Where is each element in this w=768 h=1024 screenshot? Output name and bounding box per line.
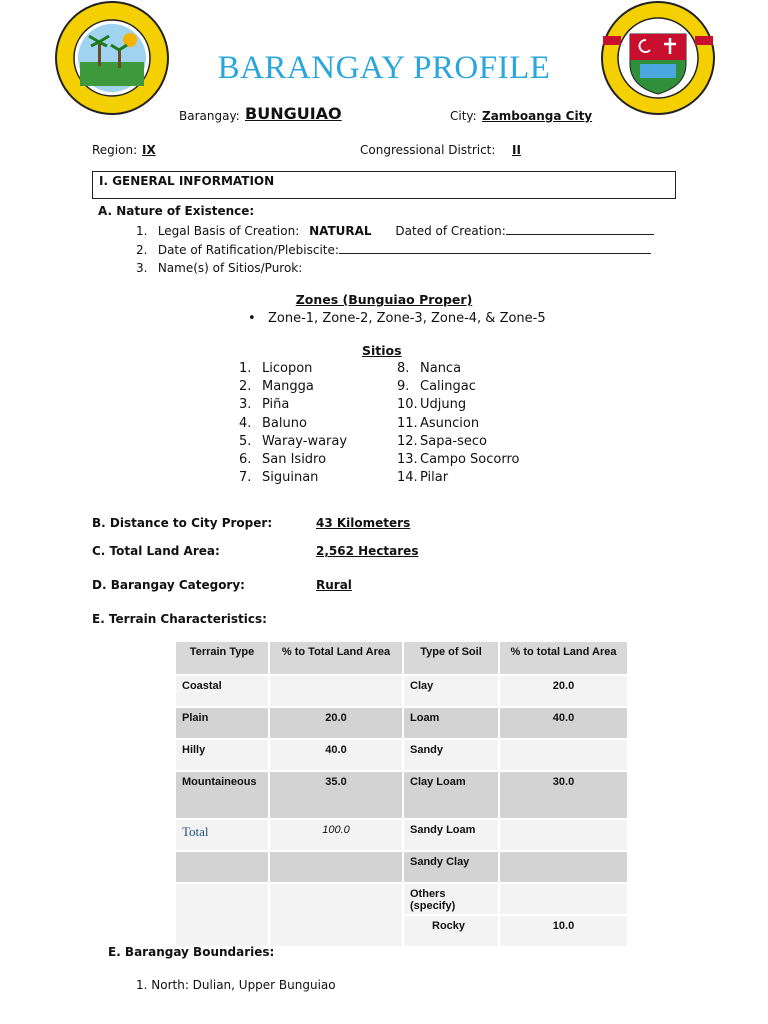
item-sitios-purok: 3. Name(s) of Sitios/Purok: <box>136 261 303 275</box>
category-value: Rural <box>316 578 352 592</box>
zones-bullet: • Zone-1, Zone-2, Zone-3, Zone-4, & Zone-5 <box>248 311 546 326</box>
boundary-north: 1. North: Dulian, Upper Bunguiao <box>136 978 336 992</box>
table-row: Rocky 10.0 <box>176 916 627 946</box>
legal-basis-value: NATURAL <box>309 224 372 238</box>
table-row: Plain 20.0 Loam 40.0 <box>176 708 627 738</box>
barangay-label: Barangay: <box>179 109 240 123</box>
sitios-right-list <box>397 360 519 487</box>
section-general-information <box>92 171 676 199</box>
land-area-label: C. Total Land Area: <box>92 544 220 558</box>
list-item: 8. Nanca <box>397 361 462 376</box>
table-row: Hilly 40.0 Sandy <box>176 740 627 770</box>
list-item: 4. Baluno <box>239 415 307 431</box>
section-title: I. GENERAL INFORMATION <box>99 174 275 188</box>
city-value: Zamboanga City <box>482 109 593 123</box>
list-item: 7. Siguinan <box>239 470 319 486</box>
district-label: Congressional District: <box>360 143 496 157</box>
page-title: BARANGAY PROFILE <box>217 50 551 86</box>
dated-of-creation-blank <box>506 223 654 235</box>
region-value: IX <box>142 143 156 157</box>
distance-label: B. Distance to City Proper: <box>92 516 273 530</box>
list-item: 1. Licopon <box>239 361 313 376</box>
item-legal-basis: 1. Legal Basis of Creation: NATURAL Dated of Creation: <box>136 223 696 238</box>
list-item: 11. Asuncion <box>397 415 480 431</box>
category-label: D. Barangay Category: <box>92 578 245 592</box>
distance-value: 43 Kilometers <box>316 516 411 530</box>
header-pct-terrain: % to Total Land Area <box>270 642 402 674</box>
region-label: Region: <box>92 143 138 157</box>
list-item: 10. Udjung <box>397 397 467 413</box>
sitios-title: Sitios <box>362 343 402 358</box>
barangay-value: BUNGUIAO <box>245 104 342 123</box>
list-item: 5. Waray-waray <box>239 433 348 449</box>
item-date-ratification: 2. Date of Ratification/Plebiscite: <box>136 242 696 257</box>
header-terrain-type: Terrain Type <box>176 642 268 674</box>
nature-of-existence-label: A. Nature of Existence: <box>98 204 255 218</box>
sitios-left-list <box>239 360 347 487</box>
list-item: 9. Calingac <box>397 379 476 395</box>
list-item: 14. Pilar <box>397 470 449 486</box>
list-item: 3. Piña <box>239 397 290 413</box>
table-header-row <box>176 642 627 674</box>
boundaries-title: E. Barangay Boundaries: <box>108 945 275 959</box>
list-item: 2. Mangga <box>239 379 314 395</box>
terrain-label: E. Terrain Characteristics: <box>92 612 267 626</box>
land-area-value: 2,562 Hectares <box>316 544 419 558</box>
city-label: City: <box>450 109 477 123</box>
table-row: Others (specify) <box>176 884 627 914</box>
list-item: 12. Sapa-seco <box>397 433 487 449</box>
header-soil-type: Type of Soil <box>404 642 498 674</box>
list-item: 6. San Isidro <box>239 452 327 468</box>
table-row: Total 100.0 Sandy Loam <box>176 820 627 850</box>
ratification-blank <box>339 242 651 254</box>
district-value: II <box>512 143 521 157</box>
zones-title: Zones (Bunguiao Proper) <box>295 292 473 307</box>
table-row: Mountaineous 35.0 Clay Loam 30.0 <box>176 772 627 818</box>
table-row: Coastal Clay 20.0 <box>176 676 627 706</box>
header-pct-soil: % to total Land Area <box>500 642 627 674</box>
table-row: Sandy Clay <box>176 852 627 882</box>
bullet-icon: • <box>248 311 256 326</box>
terrain-table <box>174 640 629 948</box>
list-item: 13. Campo Socorro <box>397 452 520 468</box>
